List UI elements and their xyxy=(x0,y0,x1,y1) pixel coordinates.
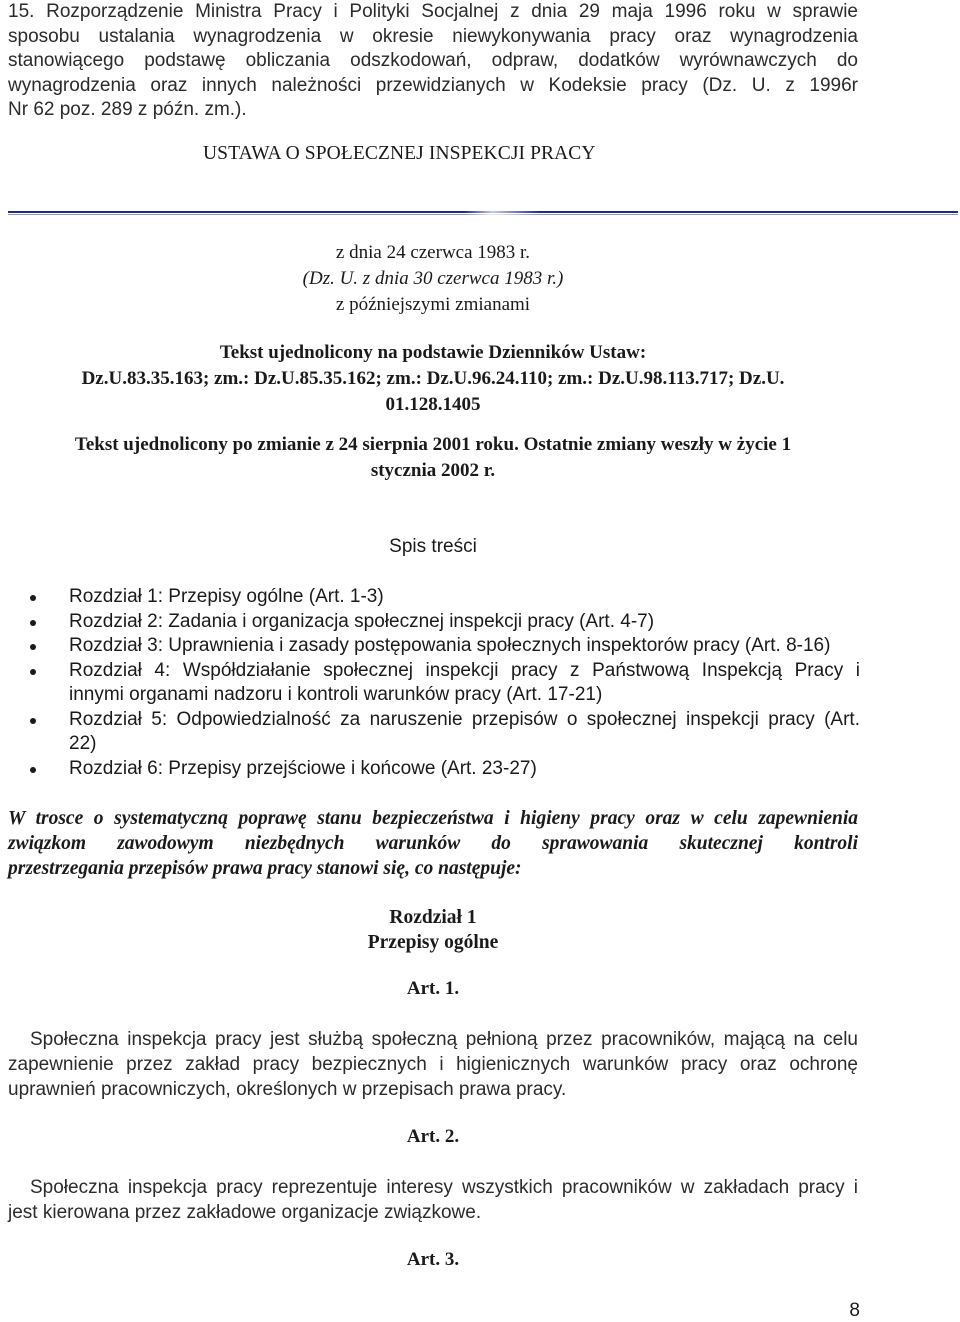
toc-item-label-cont: innymi organami nadzoru i kontroli warunków pracy (Art. 17-21) xyxy=(69,684,603,705)
article-line: jest kierowana przez zakładowe organizacje związkowe. xyxy=(8,1202,482,1223)
preamble-line: W trosce o systematyczną poprawę stanu bezpieczeństwa i higieny pracy oraz w celu zapewnienia xyxy=(8,808,858,829)
rule-bar xyxy=(8,211,958,213)
article-line: uprawnień pracowniczych, określonych w przepisach prawa pracy. xyxy=(8,1079,567,1100)
unified-text-info xyxy=(8,340,858,484)
toc-title: Spis treści xyxy=(389,536,477,557)
toc-item[interactable] xyxy=(30,659,860,708)
horizontal-rule xyxy=(8,207,958,217)
toc-item[interactable] xyxy=(30,634,860,659)
act-date: z dnia 24 czerwca 1983 r. xyxy=(335,242,531,263)
toc-item-label: Rozdział 1: Przepisy ogólne (Art. 1-3) xyxy=(69,586,384,607)
chapter-heading xyxy=(8,905,858,955)
intro-line: wynagrodzenia oraz innych należności przewidzianych w Kodeksie pracy (Dz. U. z 1996r xyxy=(8,74,858,96)
bullet-icon xyxy=(30,669,36,675)
toc-item[interactable] xyxy=(30,585,860,610)
journal-references: Dz.U.83.35.163; zm.: Dz.U.85.35.162; zm.: Dz.U.96.24.110; zm.: Dz.U.98.113.717; Dz.U. xyxy=(81,368,785,389)
amendment-date-cont: stycznia 2002 r. xyxy=(370,460,496,481)
toc-item-label: Rozdział 2: Zadania i organizacja społecznej inspekcji pracy (Art. 4-7) xyxy=(69,610,655,632)
toc-item[interactable] xyxy=(30,610,860,635)
article-body xyxy=(8,1027,858,1102)
intro-line: stanowiącego podstawę obliczania odszkodowań, odpraw, dodatków wyrównawczych do xyxy=(8,50,858,71)
bullet-icon xyxy=(30,620,36,626)
toc-item[interactable] xyxy=(30,708,860,757)
chapter-subtitle: Przepisy ogólne xyxy=(367,932,499,953)
preamble xyxy=(8,806,858,881)
article-heading: Art. 1. xyxy=(406,978,460,999)
bullet-icon xyxy=(30,644,36,650)
intro-line: Nr 62 poz. 289 z późn. zm.). xyxy=(8,99,247,120)
toc-item-label: Rozdział 4: Współdziałanie społecznej inspekcji pracy z Państwową Inspekcją Pracy i xyxy=(69,659,860,681)
rule-bar-shadow xyxy=(8,214,958,215)
preamble-line: przestrzegania przepisów prawa pracy stanowi się, co następuje: xyxy=(8,858,522,879)
journal-references-cont: 01.128.1405 xyxy=(385,394,481,415)
bullet-icon xyxy=(30,767,36,773)
preamble-line: związkom zawodowym niezbędnych warunków do sprawowania skutecznej kontroli xyxy=(8,833,858,854)
toc-item-label-cont: 22) xyxy=(69,733,97,754)
act-dates xyxy=(8,240,858,318)
act-amendments-note: z późniejszymi zmianami xyxy=(335,294,531,315)
intro-paragraph xyxy=(8,0,858,123)
article-body xyxy=(8,1175,858,1225)
act-publication: (Dz. U. z dnia 30 czerwca 1983 r.) xyxy=(302,268,564,289)
table-of-contents xyxy=(30,585,860,781)
act-title: USTAWA O SPOŁECZNEJ INSPEKCJI PRACY xyxy=(203,143,596,164)
toc-item-label: Rozdział 3: Uprawnienia i zasady postępowania społecznych inspektorów pracy (Art. 8-16) xyxy=(69,635,831,656)
article-heading: Art. 2. xyxy=(406,1126,460,1147)
unified-heading: Tekst ujednolicony na podstawie Dzienników Ustaw: xyxy=(219,342,647,363)
article-line: Społeczna inspekcja pracy jest służbą społeczną pełnioną przez pracowników, mającą na celu xyxy=(30,1029,858,1050)
toc-item-label: Rozdział 6: Przepisy przejściowe i końcowe (Art. 23-27) xyxy=(69,757,537,779)
bullet-icon xyxy=(30,718,36,724)
toc-item[interactable] xyxy=(30,757,860,782)
article-line: zapewnienie przez zakład pracy bezpiecznych i higienicznych warunków pracy oraz ochronę xyxy=(8,1054,858,1075)
article-heading: Art. 3. xyxy=(406,1249,460,1270)
article-line: Społeczna inspekcja pracy reprezentuje interesy wszystkich pracowników w zakładach pracy i xyxy=(30,1177,858,1198)
page-number: 8 xyxy=(849,1300,860,1321)
bullet-icon xyxy=(30,595,36,601)
toc-item-label: Rozdział 5: Odpowiedzialność za naruszenie przepisów o społecznej inspekcji pracy (Art. xyxy=(69,708,860,730)
intro-line: sposobu ustalania wynagrodzenia w okresie niewykonywania pracy oraz wynagrodzenia xyxy=(8,25,858,47)
chapter-title: Rozdział 1 xyxy=(389,907,477,928)
amendment-date: Tekst ujednolicony po zmianie z 24 sierpnia 2001 roku. Ostatnie zmiany weszły w życie 1 xyxy=(74,434,792,455)
intro-line: 15. Rozporządzenie Ministra Pracy i Polityki Socjalnej z dnia 29 maja 1996 roku w sprawie xyxy=(8,1,858,22)
